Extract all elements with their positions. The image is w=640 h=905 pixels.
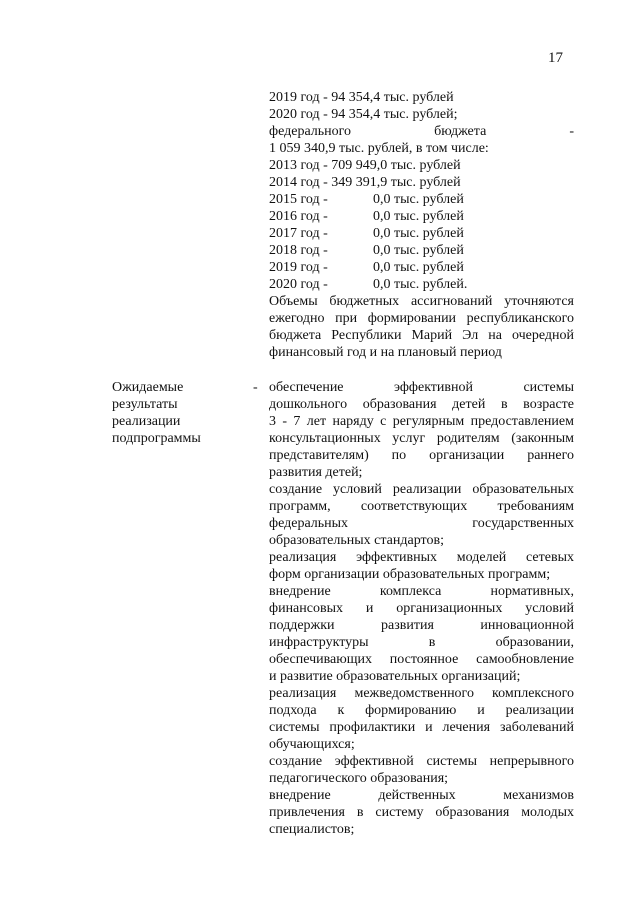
year-label: 2015 год -	[269, 192, 328, 207]
results-line: консультационных услуг родителям (законным	[269, 431, 574, 446]
results-line: образовательных стандартов;	[269, 533, 444, 548]
federal-total: 1 059 340,9 тыс. рублей, в том числе:	[269, 141, 489, 156]
year-amount: 0,0 тыс. рублей	[373, 260, 464, 275]
results-line: специалистов;	[269, 822, 355, 837]
results-paragraph	[269, 583, 574, 685]
results-line: обучающихся;	[269, 737, 355, 752]
financing-line: 2020 год - 94 354,4 тыс. рублей;	[269, 107, 458, 122]
results-paragraph	[269, 379, 574, 481]
results-line: федеральных государственных	[269, 516, 574, 531]
zero-year-line	[269, 276, 574, 293]
results-line: реализация эффективных моделей сетевых	[269, 550, 574, 565]
financing-line: 2019 год - 94 354,4 тыс. рублей	[269, 90, 454, 105]
label-line: подпрограммы	[112, 431, 201, 446]
results-block	[269, 379, 574, 838]
results-line: обеспечение эффективной системы	[269, 380, 574, 395]
note-line: ежегодно при формировании республиканского	[269, 311, 574, 326]
results-line: финансовых и организационных условий	[269, 601, 574, 616]
page-number: 17	[548, 50, 563, 66]
results-line: обеспечивающих постоянное самообновление	[269, 652, 574, 667]
note-line: бюджета Республики Марий Эл на очередной	[269, 328, 574, 343]
financing-block	[269, 89, 574, 361]
budget-word: бюджета	[434, 124, 487, 139]
results-paragraph	[269, 753, 574, 787]
results-line: создание эффективной системы непрерывного	[269, 754, 574, 769]
label-line: результаты	[112, 397, 178, 412]
results-line: 3 - 7 лет наряду с регулярным предоставлением	[269, 414, 574, 429]
results-line: внедрение действенных механизмов	[269, 788, 574, 803]
year-label: 2018 год -	[269, 243, 328, 258]
note-line: Объемы бюджетных ассигнований уточняются	[269, 294, 574, 309]
note-line: финансовый год и на плановый период	[269, 345, 502, 360]
year-amount: 0,0 тыс. рублей	[373, 226, 464, 241]
federal-word: федерального	[269, 124, 352, 139]
year-amount: 0,0 тыс. рублей	[373, 243, 464, 258]
year-amount: 0,0 тыс. рублей	[373, 209, 464, 224]
zero-year-line	[269, 191, 574, 208]
results-line: развития детей;	[269, 465, 363, 480]
results-line: инфраструктуры в образовании,	[269, 635, 574, 650]
federal-year-line: 2013 год - 709 949,0 тыс. рублей	[269, 158, 461, 173]
year-label: 2016 год -	[269, 209, 328, 224]
zero-year-line	[269, 242, 574, 259]
year-label: 2017 год -	[269, 226, 328, 241]
zero-year-line	[269, 208, 574, 225]
year-label: 2019 год -	[269, 260, 328, 275]
results-line: системы профилактики и лечения заболеваний	[269, 720, 574, 735]
zero-year-line	[269, 225, 574, 242]
label-line: Ожидаемые	[112, 380, 184, 395]
results-line: поддержки развития инновационной	[269, 618, 574, 633]
year-amount: 0,0 тыс. рублей	[373, 192, 464, 207]
results-paragraph	[269, 549, 574, 583]
results-line: дошкольного образования детей в возрасте	[269, 397, 574, 412]
results-line: и развитие образовательных организаций;	[269, 669, 521, 684]
dash-mark: -	[569, 124, 574, 139]
label-line: реализации	[112, 414, 181, 429]
results-line: подхода к формированию и реализации	[269, 703, 574, 718]
federal-year-line: 2014 год - 349 391,9 тыс. рублей	[269, 175, 461, 190]
results-line: форм организации образовательных программ;	[269, 567, 551, 582]
results-line: педагогического образования;	[269, 771, 449, 786]
results-line: создание условий реализации образовательных	[269, 482, 574, 497]
results-paragraph	[269, 685, 574, 753]
results-paragraph	[269, 787, 574, 838]
year-label: 2020 год -	[269, 277, 328, 292]
zero-year-line	[269, 259, 574, 276]
results-line: внедрение комплекса нормативных,	[269, 584, 574, 599]
results-label	[112, 379, 232, 447]
results-paragraph	[269, 481, 574, 549]
results-line: представителям) по организации раннего	[269, 448, 574, 463]
results-line: реализация межведомственного комплексного	[269, 686, 574, 701]
federal-budget-header	[269, 123, 574, 140]
results-dash: -	[253, 380, 258, 395]
year-amount: 0,0 тыс. рублей.	[373, 277, 468, 292]
results-line: привлечения в систему образования молодых	[269, 805, 574, 820]
results-line: программ, соответствующих требованиям	[269, 499, 574, 514]
